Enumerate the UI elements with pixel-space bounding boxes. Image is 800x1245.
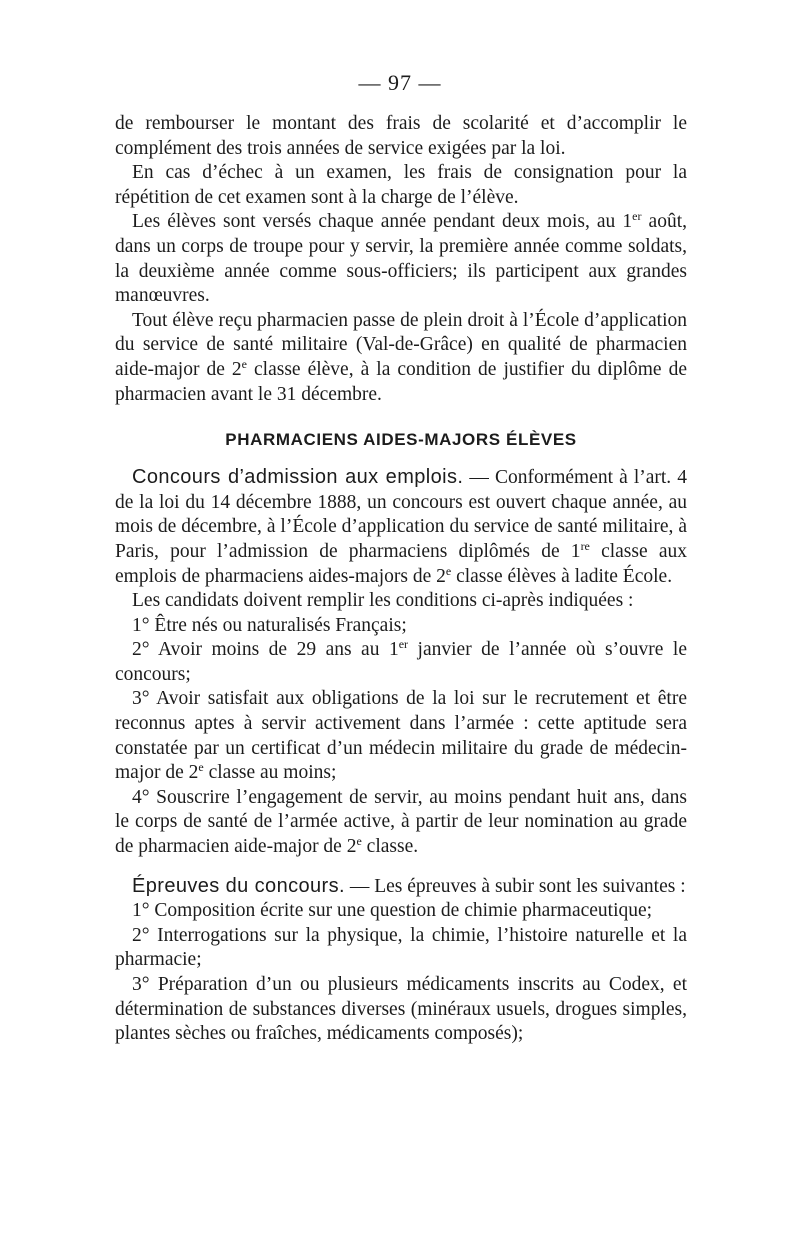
paragraph-continuation: de rembourser le montant des frais de scolarité et d’accomplir le complément des trois années de service exigées par la loi. bbox=[115, 113, 687, 159]
text-run: août, dans un corps de troupe pour y servir, la première année comme soldats, la deuxième année comme sous-officiers; ils participent aux grandes manœuvres. bbox=[115, 211, 687, 307]
text-run: Tout élève reçu pharmacien passe de plein droit à l’École d’application du service de santé militaire (Val-de-Grâce) en qualité de pharmacien aide-major de 2 bbox=[115, 309, 687, 380]
superscript: er bbox=[632, 209, 642, 224]
superscript: e bbox=[198, 760, 204, 775]
superscript: er bbox=[398, 637, 409, 652]
condition-4 bbox=[115, 786, 687, 860]
text-run: classe élève, à la condition de justifier du diplôme de pharmacien avant le 31 décembre. bbox=[115, 358, 687, 405]
superscript: re bbox=[580, 538, 590, 553]
text-run: 4° Souscrire l’engagement de servir, au moins pendant huit ans, dans le corps de santé de l’armée active, à partir de leur nomination au grade de pharmacien aide-major de 2 bbox=[115, 786, 687, 858]
condition-1: 1° Être nés ou naturalisés Français; bbox=[132, 614, 407, 636]
superscript: e bbox=[445, 563, 452, 578]
text-run: 3° Avoir satisfait aux obligations de la loi sur le recrutement et être reconnus aptes à servir activement dans l’armée : cette aptitude sera constatée par un certificat d’un médecin militaire du grade de médecin-major de 2 bbox=[115, 688, 687, 784]
subheading-concours: Concours d’admission aux emplois. bbox=[132, 466, 464, 489]
text-run: — Les épreuves à subir sont les suivantes : bbox=[344, 875, 686, 897]
superscript: e bbox=[241, 356, 247, 371]
paragraph-concours bbox=[115, 465, 687, 589]
epreuve-1: 1° Composition écrite sur une question de chimie pharmaceutique; bbox=[132, 900, 653, 922]
text-run: Les élèves sont versés chaque année pendant deux mois, au 1 bbox=[132, 211, 633, 233]
text-run: janvier de l’année où s’ouvre le concours; bbox=[115, 639, 687, 685]
subheading-epreuves: Épreuves du concours. bbox=[132, 874, 345, 897]
paragraph-conditions-intro: Les candidats doivent remplir les conditions ci-après indiquées : bbox=[132, 590, 634, 612]
condition-3 bbox=[115, 687, 687, 785]
paragraph-val-de-grace bbox=[115, 309, 687, 407]
page-number: — 97 — bbox=[358, 70, 442, 95]
text-run: classe élèves à ladite École. bbox=[451, 565, 673, 587]
text-run: — Conformément à l’art. 4 de la loi du 14 décembre 1888, un concours est ouvert chaque année, au mois de décembre, à l’École d’application du service de santé militaire, à Paris, pour l’admission de pharmaciens diplômés de 1 bbox=[115, 467, 687, 562]
superscript: e bbox=[356, 834, 362, 849]
epreuve-2: 2° Interrogations sur la physique, la chimie, l’histoire naturelle et la pharmacie; bbox=[115, 924, 687, 971]
paragraph-epreuves bbox=[115, 874, 687, 900]
text-run: 2° Avoir moins de 29 ans au 1 bbox=[132, 639, 399, 661]
condition-2 bbox=[115, 638, 687, 687]
text-run: classe. bbox=[361, 836, 419, 858]
section-heading: PHARMACIENS AIDES-MAJORS ÉLÈVES bbox=[225, 430, 577, 450]
paragraph-echec: En cas d’échec à un examen, les frais de consignation pour la répétition de cet examen sont à la charge de l’élève. bbox=[115, 162, 687, 208]
epreuve-3: 3° Préparation d’un ou plusieurs médicaments inscrits au Codex, et détermination de substances diverses (minéraux usuels, drogues simples, plantes sèches ou fraîches, médicaments composés); bbox=[115, 974, 687, 1045]
page-body bbox=[115, 112, 687, 1047]
text-run: classe au moins; bbox=[203, 762, 337, 784]
text-run: classe aux emplois de pharmaciens aides-majors de 2 bbox=[115, 540, 687, 587]
paragraph-service-troupe bbox=[115, 210, 687, 308]
